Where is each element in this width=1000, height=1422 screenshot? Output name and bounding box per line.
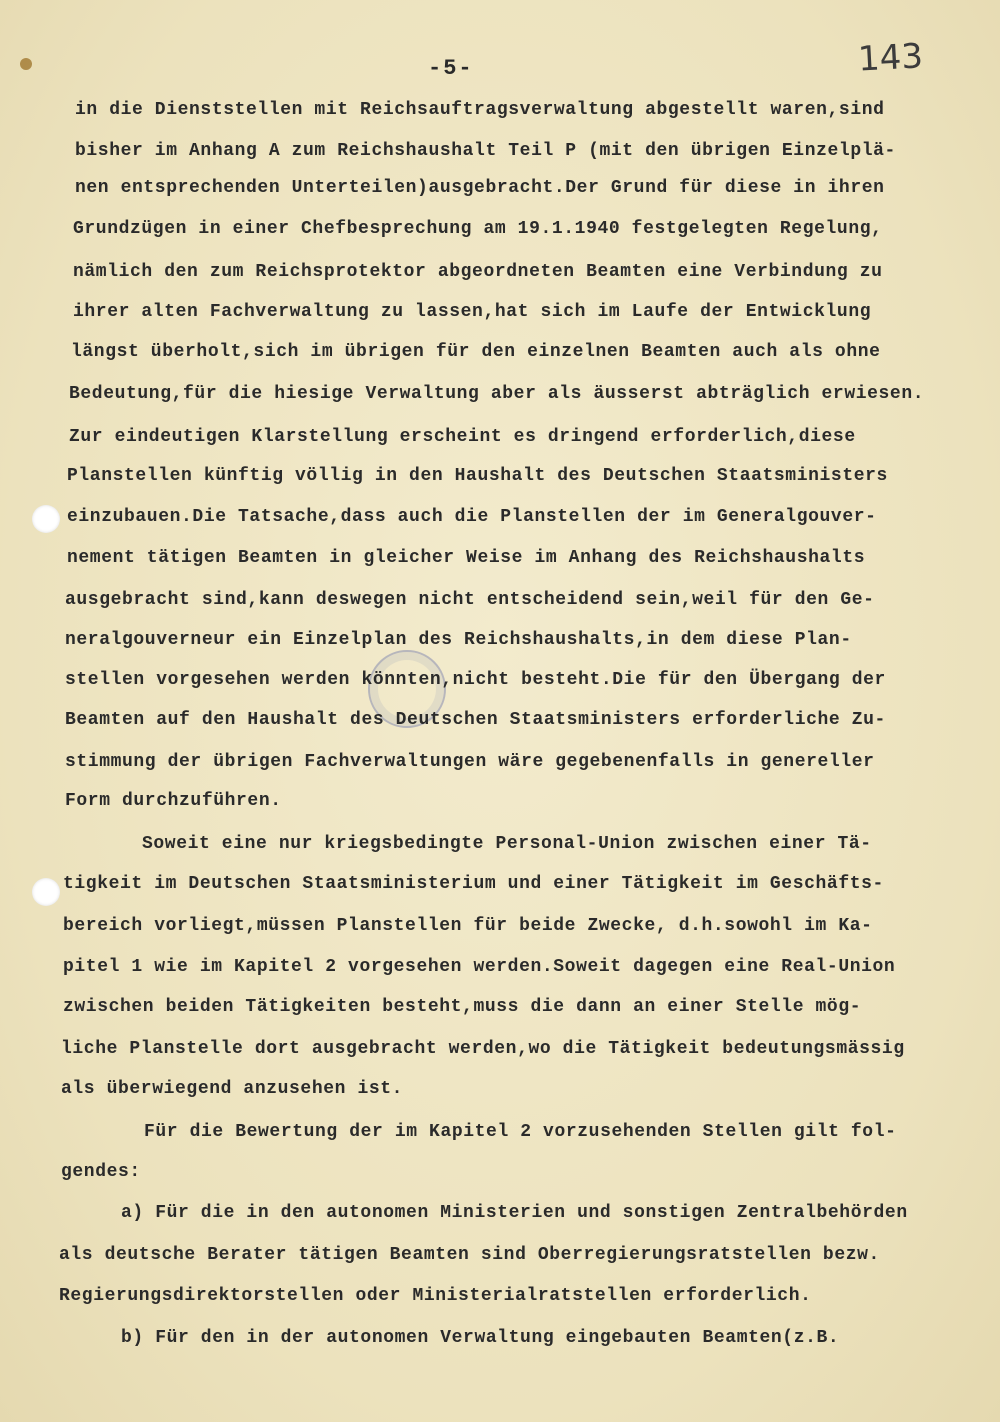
text-line: liche Planstelle dort ausgebracht werden,wo die Tätigkeit bedeutungsmässig [61, 1039, 905, 1059]
text-line: als deutsche Berater tätigen Beamten sind Oberregierungsratstellen bezw. [59, 1245, 880, 1265]
text-line: als überwiegend anzusehen ist. [61, 1079, 404, 1099]
text-line: zwischen beiden Tätigkeiten besteht,muss die dann an einer Stelle mög- [63, 997, 862, 1017]
text-line: Zur eindeutigen Klarstellung erscheint es dringend erforderlich,diese [69, 427, 856, 447]
text-line: bisher im Anhang A zum Reichshaushalt Teil P (mit den übrigen Einzelplä- [75, 141, 896, 161]
text-line: Für die Bewertung der im Kapitel 2 vorzusehenden Stellen gilt fol- [144, 1122, 897, 1142]
page-number: -5- [428, 56, 474, 81]
text-line: tigkeit im Deutschen Staatsministerium und einer Tätigkeit im Geschäfts- [63, 874, 884, 894]
text-line: Bedeutung,für die hiesige Verwaltung aber als äusserst abträglich erwiesen. [69, 384, 925, 404]
text-line: Form durchzuführen. [65, 791, 282, 811]
text-line: in die Dienststellen mit Reichsauftragsverwaltung abgestellt waren,sind [75, 100, 885, 120]
text-line: ihrer alten Fachverwaltung zu lassen,hat sich im Laufe der Entwicklung [73, 302, 872, 322]
text-line: pitel 1 wie im Kapitel 2 vorgesehen werden.Soweit dagegen eine Real-Union [63, 957, 896, 977]
text-line: ausgebracht sind,kann deswegen nicht entscheidend sein,weil für den Ge- [65, 590, 875, 610]
text-line: a) Für die in den autonomen Ministerien und sonstigen Zentralbehörden [121, 1203, 908, 1223]
text-line: Beamten auf den Haushalt des Deutschen Staatsministers erforderliche Zu- [65, 710, 886, 730]
punch-hole-upper [32, 505, 60, 533]
rust-stain [20, 58, 32, 70]
text-line: stimmung der übrigen Fachverwaltungen wäre gegebenenfalls in genereller [65, 752, 875, 772]
text-line: Grundzügen in einer Chefbesprechung am 19.1.1940 festgelegten Regelung, [73, 219, 883, 239]
punch-hole-lower [32, 878, 60, 906]
text-line: gendes: [61, 1162, 141, 1182]
text-line: Planstellen künftig völlig in den Haushalt des Deutschen Staatsministers [67, 466, 888, 486]
text-line: nen entsprechenden Unterteilen)ausgebracht.Der Grund für diese in ihren [75, 178, 885, 198]
text-line: einzubauen.Die Tatsache,dass auch die Planstellen der im Generalgouver- [67, 507, 877, 527]
text-line: längst überholt,sich im übrigen für den einzelnen Beamten auch als ohne [71, 342, 881, 362]
text-line: nement tätigen Beamten in gleicher Weise im Anhang des Reichshaushalts [67, 548, 866, 568]
text-line: Soweit eine nur kriegsbedingte Personal-Union zwischen einer Tä- [142, 834, 872, 854]
text-line: bereich vorliegt,müssen Planstellen für beide Zwecke, d.h.sowohl im Ka- [63, 916, 873, 936]
text-line: Regierungsdirektorstellen oder Ministerialratstellen erforderlich. [59, 1286, 812, 1306]
text-line: neralgouverneur ein Einzelplan des Reichshaushalts,in dem diese Plan- [65, 630, 852, 650]
handwritten-folio-number: 143 [856, 36, 924, 80]
text-line: b) Für den in der autonomen Verwaltung eingebauten Beamten(z.B. [121, 1328, 840, 1348]
text-line: nämlich den zum Reichsprotektor abgeordneten Beamten eine Verbindung zu [73, 262, 883, 282]
text-line: stellen vorgesehen werden könnten,nicht besteht.Die für den Übergang der [65, 670, 886, 690]
